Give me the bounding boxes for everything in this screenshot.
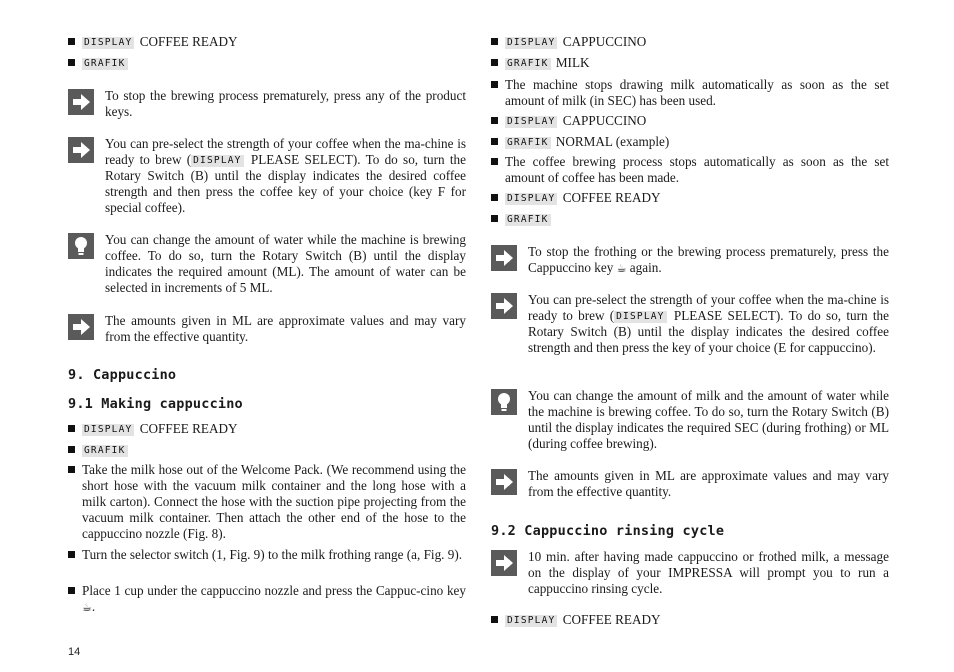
display-label: DISPLAY [84, 37, 133, 48]
display-label: DISPLAY [507, 615, 556, 626]
arrow-right-icon [68, 89, 94, 115]
display-label: DISPLAY [84, 424, 133, 435]
arrow-right-icon [491, 469, 517, 495]
arrow-right-icon [491, 550, 517, 576]
bullet-mark [491, 117, 498, 124]
bullet-mark [68, 38, 75, 45]
arrow-right-icon [68, 314, 94, 340]
bullet-text-part: . [91, 599, 96, 614]
bullet-text: COFFEE READY [562, 190, 661, 205]
note-text [105, 136, 466, 216]
note-text-part: You can pre-select the strength of your coffee when the ma-chine is ready to brew ( [528, 292, 889, 323]
bullet-text: Turn the selector switch (1, Fig. 9) to the milk frothing range (a, Fig. 9). [82, 547, 463, 562]
bullet-mark [491, 138, 498, 145]
note-text-part: PLEASE SELECT). To do so, turn the Rotary Switch (B) until the display indicates the desired coffee strength and then press the coffee key of your choice (key F for special coffee). [105, 152, 466, 215]
grafik-label: GRAFIK [507, 137, 549, 148]
bullet-text [82, 583, 466, 616]
lightbulb-icon [68, 233, 94, 259]
grafik-label: GRAFIK [84, 58, 126, 69]
arrow-right-icon [491, 245, 517, 271]
arrow-right-icon [68, 137, 94, 163]
bullet-text: COFFEE READY [139, 421, 238, 436]
bullet-text: NORMAL (example) [555, 134, 670, 149]
bullet-text: CAPPUCCINO [562, 113, 647, 128]
note-text [528, 292, 889, 356]
bullet-mark [491, 38, 498, 45]
bullet-text: COFFEE READY [562, 612, 661, 627]
bullet-text-part: Place 1 cup under the cappuccino nozzle and press the Cappuc-cino key [82, 583, 466, 598]
bullet-text: MILK [555, 55, 590, 70]
bullet-mark [68, 551, 75, 558]
note-text-part: again. [629, 260, 662, 275]
grafik-label: GRAFIK [507, 214, 549, 225]
bullet-mark [68, 587, 75, 594]
bullet-mark [491, 194, 498, 201]
cup-icon: ☕ [82, 601, 92, 614]
note-text-part: To stop the frothing or the brewing process prematurely, press the Cappuccino key [528, 244, 889, 275]
heading-cappuccino: 9. Cappuccino [68, 367, 177, 383]
bullet-mark [491, 81, 498, 88]
note-text-part: You can pre-select the strength of your coffee when the ma-chine is ready to brew ( [105, 136, 466, 167]
display-label: DISPLAY [616, 311, 665, 322]
note-text: 10 min. after having made cappuccino or frothed milk, a message on the display of your IMPRESSA will prompt you to run a cappuccino rinsing cycle. [528, 549, 889, 596]
heading-making-cappuccino: 9.1 Making cappuccino [68, 396, 243, 412]
display-label: DISPLAY [507, 193, 556, 204]
bullet-mark [491, 215, 498, 222]
cup-icon: ☕ [616, 262, 627, 275]
bullet-text: COFFEE READY [139, 34, 238, 49]
note-text-part: PLEASE SELECT). To do so, turn the Rotary Switch (B) until the display indicates the desired coffee strength and then press the key of your choice (E for cappuccino). [528, 308, 889, 355]
arrow-right-icon [491, 293, 517, 319]
bullet-mark [68, 446, 75, 453]
note-text [528, 244, 889, 277]
note-text: The amounts given in ML are approximate values and may vary from the effective quantity. [105, 313, 466, 344]
lightbulb-icon [491, 389, 517, 415]
bullet-mark [491, 59, 498, 66]
bullet-mark [491, 616, 498, 623]
bullet-mark [68, 425, 75, 432]
note-text: You can change the amount of water while the machine is brewing coffee. To do so, turn the Rotary Switch (B) until the display indicates the required amount (ML). The amount of water can be selected in increments of 5 ML. [105, 232, 466, 295]
display-label: DISPLAY [507, 116, 556, 127]
note-text: The amounts given in ML are approximate values and may vary from the effective quantity. [528, 468, 889, 499]
page-number: 14 [68, 646, 81, 658]
display-label: DISPLAY [507, 37, 556, 48]
note-text: To stop the brewing process prematurely, press any of the product keys. [105, 88, 466, 119]
grafik-label: GRAFIK [507, 58, 549, 69]
bullet-text: The coffee brewing process stops automatically as soon as the set amount of coffee has been made. [505, 154, 889, 185]
heading-rinsing-cycle: 9.2 Cappuccino rinsing cycle [491, 523, 725, 539]
bullet-mark [491, 158, 498, 165]
display-label: DISPLAY [193, 155, 242, 166]
bullet-mark [68, 59, 75, 66]
bullet-text: The machine stops drawing milk automatically as soon as the set amount of milk (in SEC) has been used. [505, 77, 889, 108]
bullet-text: CAPPUCCINO [562, 34, 647, 49]
note-text: You can change the amount of milk and the amount of water while the machine is brewing coffee. To do so, turn the Rotary Switch (B) until the display indicates the required SEC (during frothing) or ML (during coffee brewing). [528, 388, 889, 451]
bullet-mark [68, 466, 75, 473]
bullet-text: Take the milk hose out of the Welcome Pack. (We recommend using the short hose with the vacuum milk container and the long hose with a milk carton). Connect the hose with the suction pipe projecting from the vacuum milk container. Then attach the other end of the hose to the cappuccino nozzle (Fig. 8). [82, 462, 466, 541]
grafik-label: GRAFIK [84, 445, 126, 456]
